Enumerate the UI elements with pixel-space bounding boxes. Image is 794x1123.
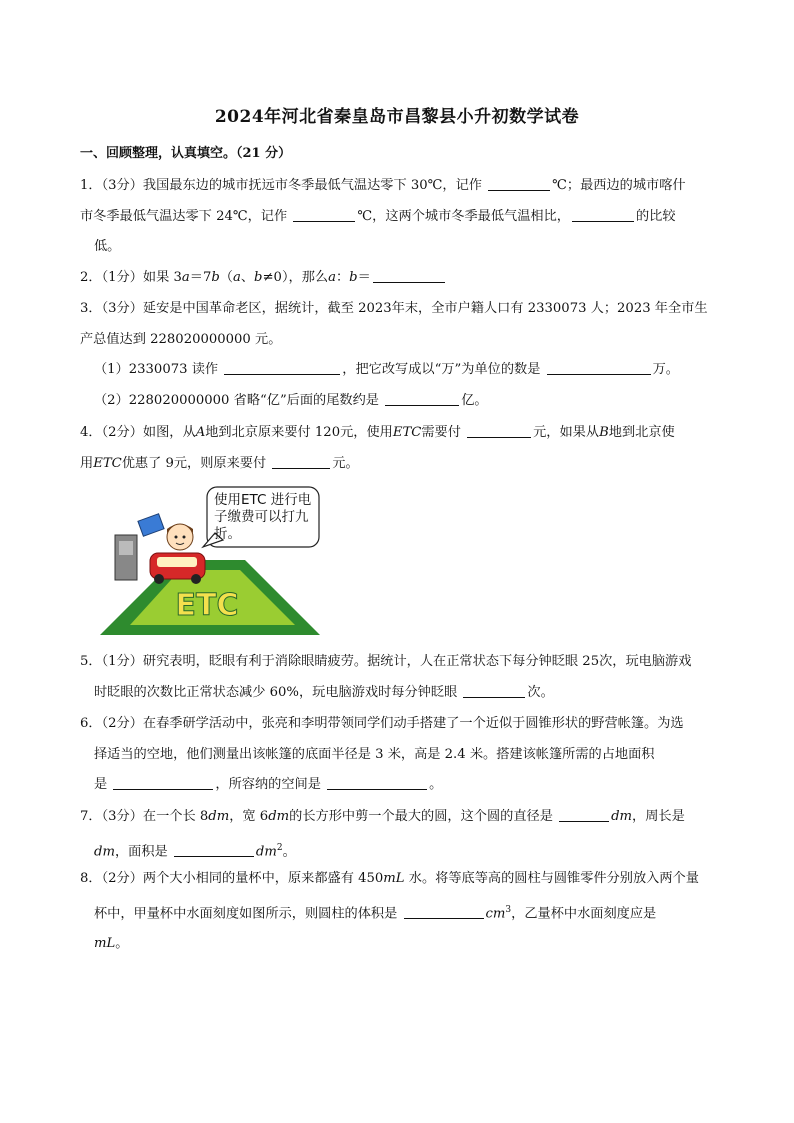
car-wheel <box>154 574 164 584</box>
q4-text: 地到北京使 <box>608 425 675 440</box>
var-ETC: ETC <box>93 455 122 471</box>
road-etc-label: ETC <box>175 588 239 623</box>
q4-blank-1[interactable] <box>467 422 531 438</box>
q3-sub1-text: （1）2330073 读作 <box>94 362 219 377</box>
q5-blank[interactable] <box>463 682 525 698</box>
q7-text: ，宽 6 <box>229 809 269 824</box>
q3-blank-3[interactable] <box>385 390 459 406</box>
q2-text: ＝7 <box>189 270 212 285</box>
var-a: a <box>232 270 241 285</box>
toll-booth-window <box>119 541 133 555</box>
q1-text: 市冬季最低气温达零下 24℃，记作 <box>80 208 288 224</box>
question-2 <box>80 263 720 294</box>
q5-text: 5．（1分）研究表明，眨眼有利于消除眼睛疲劳。据统计，人在正常状态下每分钟眨眼 25次，玩电脑游戏 <box>80 654 692 669</box>
section-heading: 一、回顾整理，认真填空。（21 分） <box>80 146 292 161</box>
q8-text: 8．（2分）两个大小相同的量杯中，原来都盛有 450 <box>80 871 384 886</box>
q4-text: 元，如果从 <box>533 425 600 440</box>
var-b: b <box>349 270 358 285</box>
q7-blank-2[interactable] <box>174 841 254 857</box>
unit-dm: dm <box>94 843 115 859</box>
unit-dm: dm <box>611 809 633 824</box>
q4-blank-2[interactable] <box>272 453 330 469</box>
q1-blank-2[interactable] <box>293 206 355 222</box>
q4-text: 用 <box>80 455 94 471</box>
unit-dm: dm <box>255 843 277 859</box>
q3-text: 3．（3分）延安是中国革命老区，据统计，截至 2023年末，全市户籍人口有 2330073 人；2023 年全市生 <box>80 301 708 316</box>
question-7 <box>80 802 720 867</box>
q3-sub1-text: ，把它改写成以“万”为单位的数是 <box>342 362 541 377</box>
q7-text: ，面积是 <box>114 843 168 859</box>
q4-text: 优惠了 9元，则原来要付 <box>121 455 267 471</box>
q7-text: 7．（3分）在一个长 8 <box>80 809 209 824</box>
q3-sub2-text: 亿。 <box>461 392 488 408</box>
q1-text: 的比较 <box>635 208 676 224</box>
q5-text: 时眨眼的次数比正常状态减少 60%，玩电脑游戏时每分钟眨眼 <box>94 684 458 700</box>
speech-bubble-text: 使用ETC 进行电子缴费可以打九折。 <box>214 492 312 542</box>
q4-text: 需要付 <box>421 425 461 440</box>
unit-ml: mL <box>383 871 405 886</box>
q2-text: （ <box>219 270 233 285</box>
q4-text: 4．（2分）如图，从 <box>80 425 196 440</box>
q1-text: ℃，这两个城市冬季最低气温相比， <box>357 208 570 224</box>
q8-text: 水。将等底等高的圆柱与圆锥零件分别放入两个量 <box>404 871 699 886</box>
q2-text: 2．（1分）如果 3 <box>80 270 182 285</box>
q2-text: ： <box>335 270 350 285</box>
question-4 <box>80 418 720 479</box>
superscript-2: 2 <box>276 842 283 853</box>
car-windshield <box>157 557 197 567</box>
var-ETC: ETC <box>392 425 422 440</box>
q6-blank-1[interactable] <box>113 774 213 790</box>
q8-blank-1[interactable] <box>404 903 484 919</box>
q2-blank[interactable] <box>373 267 445 283</box>
var-b: b <box>211 270 220 285</box>
q3-sub1-text: 万。 <box>652 362 679 377</box>
superscript-3: 3 <box>505 904 512 915</box>
q1-blank-3[interactable] <box>572 206 634 222</box>
question-3 <box>80 294 720 416</box>
person-eye <box>175 536 178 539</box>
var-a: a <box>328 270 336 285</box>
q3-blank-2[interactable] <box>547 359 651 375</box>
q1-text: ℃；最西边的城市喀什 <box>552 178 686 193</box>
q8-text: ，乙量杯中水面刻度应是 <box>511 905 657 921</box>
q6-text: 是 <box>94 777 108 792</box>
q6-text: 。 <box>429 777 443 792</box>
var-b: b <box>254 270 263 285</box>
unit-cm: cm <box>485 905 506 921</box>
etc-card-icon <box>138 514 164 537</box>
q7-text: ，周长是 <box>632 809 685 824</box>
q1-text: 1．（3分）我国最东边的城市抚远市冬季最低气温达零下 30℃，记作 <box>80 178 482 193</box>
q1-text: 低。 <box>94 239 121 254</box>
q6-text: 6．（2分）在春季研学活动中，张亮和李明带领同学们动手搭建了一个近似于圆锥形状的野营帐篷。为选 <box>80 716 684 731</box>
var-A: A <box>195 425 206 440</box>
q7-blank-1[interactable] <box>559 806 609 822</box>
q2-text: ≠0），那么 <box>262 270 329 285</box>
car-wheel <box>191 574 201 584</box>
q4-text: 地到北京原来要付 120元，使用 <box>205 425 393 440</box>
q2-text: 、 <box>240 270 255 285</box>
q5-text: 次。 <box>527 684 554 700</box>
q3-text: 产总值达到 228020000000 元。 <box>80 331 282 347</box>
q6-text: ，所容纳的空间是 <box>215 777 321 792</box>
q8-text: 。 <box>115 936 129 952</box>
q1-blank-1[interactable] <box>488 175 550 191</box>
page-title: 2024年河北省秦皇岛市昌黎县小升初数学试卷 <box>214 107 580 127</box>
unit-ml: mL <box>94 936 116 952</box>
var-B: B <box>599 425 609 440</box>
question-8 <box>80 864 720 960</box>
unit-dm: dm <box>208 809 230 824</box>
q7-text: 的长方形中剪一个最大的圆，这个圆的直径是 <box>289 809 553 824</box>
question-1 <box>80 171 720 263</box>
q2-text: ＝ <box>357 270 371 285</box>
q3-sub2-text: （2）228020000000 省略“亿”后面的尾数约是 <box>94 392 379 408</box>
q4-text: 元。 <box>332 455 359 471</box>
q6-blank-2[interactable] <box>327 774 427 790</box>
var-a: a <box>181 270 190 285</box>
q7-text: 。 <box>282 843 296 859</box>
person-eye <box>183 536 186 539</box>
question-5 <box>80 647 720 708</box>
q8-text: 杯中，甲量杯中水面刻度如图所示，则圆柱的体积是 <box>94 905 398 921</box>
q3-blank-1[interactable] <box>224 359 340 375</box>
q6-text: 择适当的空地，他们测量出该帐篷的底面半径是 3 米，高是 2.4 米。搭建该帐篷所需的占地面积 <box>94 746 655 762</box>
unit-dm: dm <box>268 809 290 824</box>
question-6 <box>80 709 720 801</box>
